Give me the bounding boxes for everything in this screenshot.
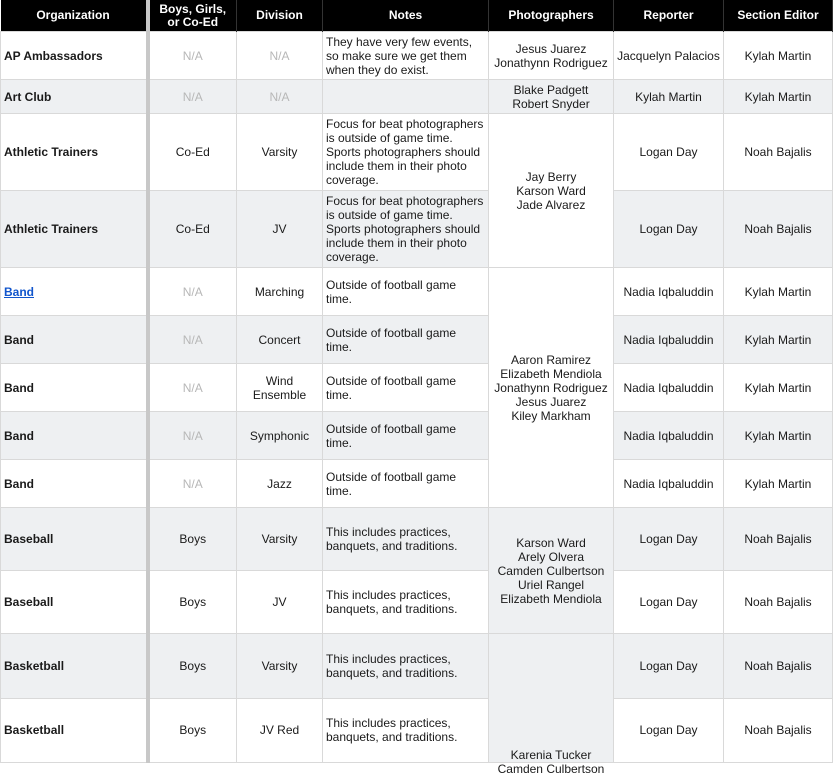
cell-gender[interactable]: N/A bbox=[148, 316, 237, 364]
cell-notes[interactable]: Outside of football game time. bbox=[323, 316, 489, 364]
cell-notes[interactable]: Focus for beat photographers is outside of game time. Sports photographers should include them in their photo coverage. bbox=[323, 114, 489, 191]
photographer-name: Karson Ward bbox=[516, 183, 586, 198]
cell-division[interactable]: JV Red bbox=[237, 698, 323, 763]
table-row bbox=[1, 268, 833, 316]
cell-division[interactable]: JV bbox=[237, 571, 323, 634]
cell-division[interactable]: Varsity bbox=[237, 634, 323, 699]
photographer-name: Jade Alvarez bbox=[516, 197, 586, 212]
photographer-name: Camden Culbertson bbox=[497, 563, 605, 578]
header-photographers[interactable]: Photographers bbox=[489, 0, 614, 32]
cell-notes[interactable]: This includes practices, banquets, and traditions. bbox=[323, 634, 489, 699]
header-row bbox=[1, 0, 833, 32]
cell-gender[interactable]: Co-Ed bbox=[148, 191, 237, 268]
cell-organization[interactable]: Band bbox=[1, 412, 148, 460]
cell-notes[interactable]: Focus for beat photographers is outside of game time. Sports photographers should include them in their photo coverage. bbox=[323, 191, 489, 268]
cell-organization[interactable]: Band bbox=[1, 460, 148, 508]
table-row bbox=[1, 32, 833, 80]
photographer-name: Camden Culbertson bbox=[497, 762, 605, 776]
table-row bbox=[1, 412, 833, 460]
cell-gender[interactable]: N/A bbox=[148, 32, 237, 80]
band-link[interactable]: Band bbox=[4, 284, 34, 299]
cell-organization[interactable]: Baseball bbox=[1, 571, 148, 634]
photographer-name: Arely Olvera bbox=[517, 549, 585, 564]
cell-notes[interactable]: This includes practices, banquets, and traditions. bbox=[323, 508, 489, 571]
cell-reporter[interactable]: Nadia Iqbaluddin bbox=[614, 364, 724, 412]
photographer-name: Jesus Juarez bbox=[515, 41, 587, 56]
cell-reporter[interactable]: Logan Day bbox=[614, 698, 724, 763]
cell-gender[interactable]: N/A bbox=[148, 364, 237, 412]
cell-section-editor[interactable]: Noah Bajalis bbox=[724, 698, 833, 763]
table-row bbox=[1, 698, 833, 763]
cell-gender[interactable]: Boys bbox=[148, 508, 237, 571]
cell-division[interactable]: Symphonic bbox=[237, 412, 323, 460]
cell-organization[interactable]: Basketball bbox=[1, 698, 148, 763]
table-row bbox=[1, 508, 833, 571]
cell-organization[interactable]: Art Club bbox=[1, 80, 148, 114]
cell-reporter[interactable]: Logan Day bbox=[614, 571, 724, 634]
photographer-name: Aaron Ramirez bbox=[510, 352, 592, 367]
cell-division[interactable]: Varsity bbox=[237, 114, 323, 191]
cell-reporter[interactable]: Kylah Martin bbox=[614, 80, 724, 114]
cell-section-editor[interactable]: Kylah Martin bbox=[724, 316, 833, 364]
cell-reporter[interactable]: Nadia Iqbaluddin bbox=[614, 316, 724, 364]
cell-notes[interactable]: Outside of football game time. bbox=[323, 412, 489, 460]
header-reporter[interactable]: Reporter bbox=[614, 0, 724, 32]
cell-organization[interactable]: Basketball bbox=[1, 634, 148, 699]
table-row bbox=[1, 571, 833, 634]
cell-division[interactable]: Varsity bbox=[237, 508, 323, 571]
cell-section-editor[interactable]: Noah Bajalis bbox=[724, 114, 833, 191]
header-section-editor[interactable]: Section Editor bbox=[724, 0, 833, 32]
cell-reporter[interactable]: Logan Day bbox=[614, 191, 724, 268]
photographer-name: Elizabeth Mendiola bbox=[500, 591, 602, 606]
cell-photographers[interactable] bbox=[489, 80, 614, 114]
table-row bbox=[1, 80, 833, 114]
cell-gender[interactable]: Boys bbox=[148, 698, 237, 763]
cell-gender[interactable]: Co-Ed bbox=[148, 114, 237, 191]
table-row bbox=[1, 114, 833, 191]
cell-division[interactable]: Wind Ensemble bbox=[237, 364, 323, 412]
cell-reporter[interactable]: Jacquelyn Palacios bbox=[614, 32, 724, 80]
header-gender[interactable]: Boys, Girls, or Co-Ed bbox=[148, 0, 237, 32]
cell-gender[interactable]: Boys bbox=[148, 571, 237, 634]
photographer-name: Elizabeth Mendiola bbox=[500, 366, 602, 381]
cell-photographers[interactable] bbox=[489, 508, 614, 634]
cell-organization[interactable]: Athletic Trainers bbox=[1, 191, 148, 268]
cell-section-editor[interactable]: Noah Bajalis bbox=[724, 634, 833, 699]
cell-division[interactable]: Jazz bbox=[237, 460, 323, 508]
cell-section-editor[interactable]: Kylah Martin bbox=[724, 268, 833, 316]
table-row bbox=[1, 364, 833, 412]
cell-gender[interactable]: N/A bbox=[148, 460, 237, 508]
photographer-name: Jay Berry bbox=[525, 169, 577, 184]
cell-notes[interactable]: This includes practices, banquets, and traditions. bbox=[323, 571, 489, 634]
cell-notes[interactable] bbox=[323, 80, 489, 114]
cell-section-editor[interactable]: Kylah Martin bbox=[724, 412, 833, 460]
photographer-name: Jonathynn Rodriguez bbox=[494, 380, 608, 395]
cell-section-editor[interactable]: Kylah Martin bbox=[724, 32, 833, 80]
cell-photographers[interactable] bbox=[489, 268, 614, 508]
table-row bbox=[1, 316, 833, 364]
cell-organization[interactable]: Baseball bbox=[1, 508, 148, 571]
cell-division[interactable]: JV bbox=[237, 191, 323, 268]
header-notes[interactable]: Notes bbox=[323, 0, 489, 32]
cell-division[interactable]: Concert bbox=[237, 316, 323, 364]
cell-reporter[interactable]: Logan Day bbox=[614, 634, 724, 699]
photographer-name: Jonathynn Rodriguez bbox=[494, 55, 608, 70]
table-row bbox=[1, 634, 833, 699]
cell-reporter[interactable]: Logan Day bbox=[614, 114, 724, 191]
cell-notes[interactable]: Outside of football game time. bbox=[323, 364, 489, 412]
cell-organization[interactable]: Band bbox=[1, 364, 148, 412]
photographer-name: Uriel Rangel bbox=[517, 577, 585, 592]
cell-notes[interactable]: This includes practices, banquets, and traditions. bbox=[323, 698, 489, 763]
cell-reporter[interactable]: Nadia Iqbaluddin bbox=[614, 412, 724, 460]
cell-organization[interactable]: Band bbox=[1, 316, 148, 364]
cell-division[interactable]: Marching bbox=[237, 268, 323, 316]
photographer-name: Kiley Markham bbox=[511, 408, 591, 423]
cell-notes[interactable]: Outside of football game time. bbox=[323, 268, 489, 316]
cell-reporter[interactable]: Logan Day bbox=[614, 508, 724, 571]
cell-gender[interactable]: N/A bbox=[148, 80, 237, 114]
cell-notes[interactable]: They have very few events, so make sure we get them when they do exist. bbox=[323, 32, 489, 80]
cell-notes[interactable]: Outside of football game time. bbox=[323, 460, 489, 508]
cell-gender[interactable]: N/A bbox=[148, 412, 237, 460]
cell-section-editor[interactable]: Kylah Martin bbox=[724, 460, 833, 508]
table-row bbox=[1, 460, 833, 508]
cell-reporter[interactable]: Nadia Iqbaluddin bbox=[614, 268, 724, 316]
cell-gender[interactable]: Boys bbox=[148, 634, 237, 699]
cell-section-editor[interactable]: Noah Bajalis bbox=[724, 508, 833, 571]
cell-gender[interactable]: N/A bbox=[148, 268, 237, 316]
cell-organization[interactable]: Athletic Trainers bbox=[1, 114, 148, 191]
photographer-name: Robert Snyder bbox=[512, 96, 590, 111]
photographer-name: Karenia Tucker bbox=[510, 748, 592, 762]
cell-division[interactable]: N/A bbox=[237, 32, 323, 80]
cell-section-editor[interactable]: Noah Bajalis bbox=[724, 191, 833, 268]
photographer-name: Karson Ward bbox=[516, 535, 586, 550]
cell-reporter[interactable]: Nadia Iqbaluddin bbox=[614, 460, 724, 508]
photographer-name: Jesus Juarez bbox=[515, 394, 587, 409]
cell-section-editor[interactable]: Kylah Martin bbox=[724, 80, 833, 114]
photographer-name: Blake Padgett bbox=[513, 82, 589, 97]
header-organization[interactable]: Organization bbox=[1, 0, 148, 32]
cell-division[interactable]: N/A bbox=[237, 80, 323, 114]
header-division[interactable]: Division bbox=[237, 0, 323, 32]
cell-organization[interactable]: AP Ambassadors bbox=[1, 32, 148, 80]
cell-photographers[interactable] bbox=[489, 32, 614, 80]
cell-organization[interactable] bbox=[1, 268, 148, 316]
table-row bbox=[1, 191, 833, 268]
cell-photographers[interactable] bbox=[489, 634, 614, 776]
cell-photographers[interactable] bbox=[489, 114, 614, 268]
cell-section-editor[interactable]: Noah Bajalis bbox=[724, 571, 833, 634]
cell-section-editor[interactable]: Kylah Martin bbox=[724, 364, 833, 412]
